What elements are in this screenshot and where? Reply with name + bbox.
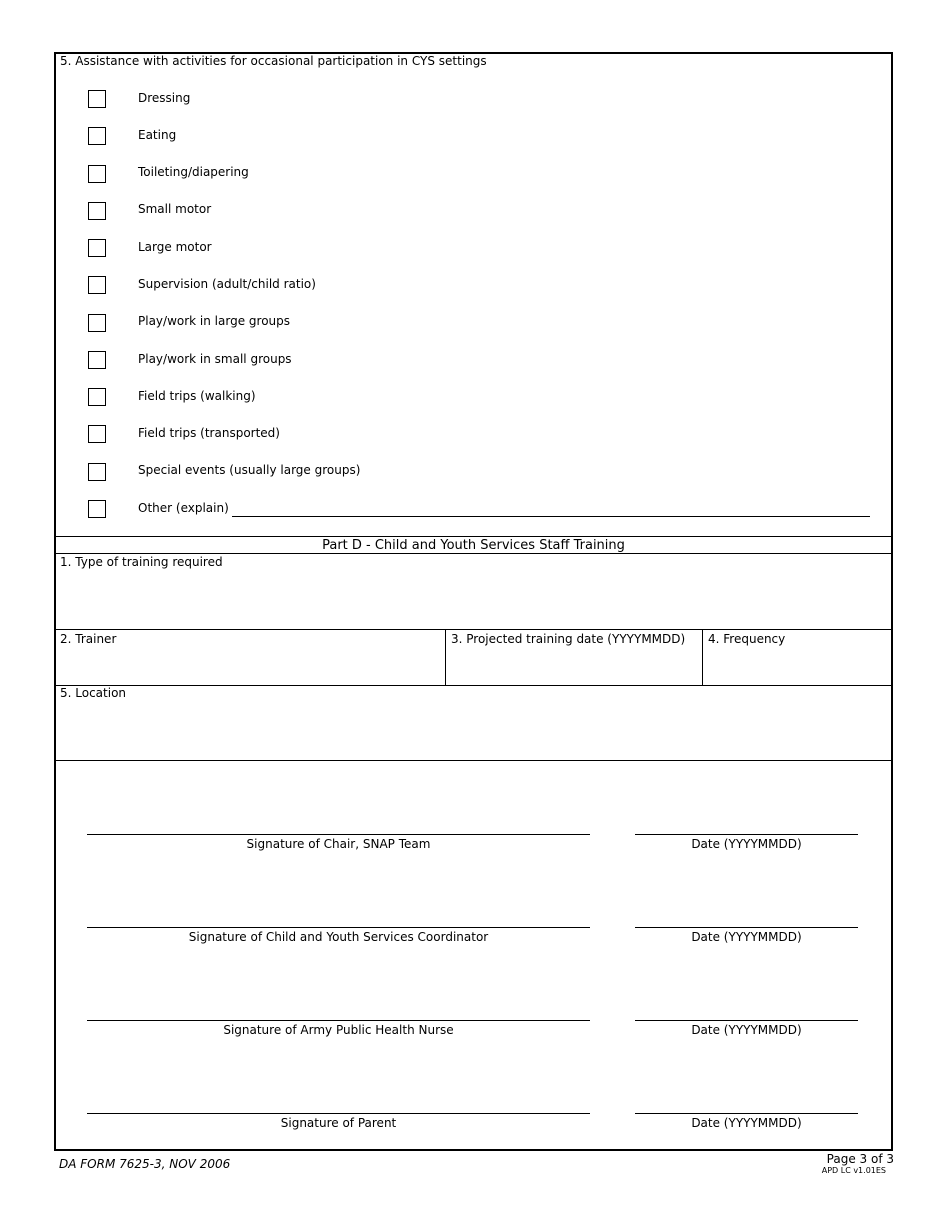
field-trips-walking-checkbox[interactable]	[88, 388, 106, 406]
date-line[interactable]	[635, 1020, 858, 1021]
date-label: Date (YYYYMMDD)	[691, 1023, 802, 1037]
date-line[interactable]	[635, 927, 858, 928]
divider-line	[56, 553, 891, 554]
large-motor-label: Large motor	[138, 240, 212, 254]
field-trips-walking-label: Field trips (walking)	[138, 389, 256, 403]
date-line[interactable]	[635, 834, 858, 835]
toileting-label: Toileting/diapering	[138, 165, 249, 179]
signature-line[interactable]	[87, 1113, 590, 1114]
supervision-checkbox[interactable]	[88, 276, 106, 294]
supervision-label: Supervision (adult/child ratio)	[138, 277, 316, 291]
signature-parent-label: Signature of Parent	[280, 1116, 397, 1130]
projected-date-field[interactable]	[446, 648, 702, 684]
other-label: Other (explain)	[138, 501, 229, 515]
form-id: DA FORM 7625-3, NOV 2006	[59, 1157, 231, 1171]
frequency-field[interactable]	[703, 648, 890, 684]
divider-line	[56, 760, 891, 761]
small-groups-label: Play/work in small groups	[138, 352, 292, 366]
date-label: Date (YYYYMMDD)	[691, 1116, 802, 1130]
large-groups-label: Play/work in large groups	[138, 314, 291, 328]
large-motor-checkbox[interactable]	[88, 239, 106, 257]
divider-line	[56, 536, 891, 537]
field-trips-transported-checkbox[interactable]	[88, 425, 106, 443]
dressing-checkbox[interactable]	[88, 90, 106, 108]
part-d-title: Part D - Child and Youth Services Staff Training	[322, 538, 625, 553]
date-line[interactable]	[635, 1113, 858, 1114]
signature-chair-label: Signature of Chair, SNAP Team	[246, 837, 431, 851]
signature-nurse-label: Signature of Army Public Health Nurse	[223, 1023, 454, 1037]
section-5-heading: 5. Assistance with activities for occasional participation in CYS settings	[60, 54, 487, 68]
divider-line	[56, 685, 891, 686]
eating-checkbox[interactable]	[88, 127, 106, 145]
signature-line[interactable]	[87, 834, 590, 835]
type-of-training-label: 1. Type of training required	[60, 555, 223, 569]
signature-coordinator-label: Signature of Child and Youth Services Coordinator	[188, 930, 489, 944]
other-explain-line[interactable]	[232, 516, 870, 517]
eating-label: Eating	[138, 128, 177, 142]
trainer-field[interactable]	[56, 648, 445, 684]
location-field[interactable]	[56, 702, 891, 759]
projected-date-label: 3. Projected training date (YYYYMMDD)	[451, 632, 686, 646]
special-events-label: Special events (usually large groups)	[138, 463, 361, 477]
type-of-training-field[interactable]	[56, 570, 891, 628]
large-groups-checkbox[interactable]	[88, 314, 106, 332]
form-version: APD LC v1.01ES	[821, 1166, 886, 1175]
toileting-checkbox[interactable]	[88, 165, 106, 183]
signature-line[interactable]	[87, 1020, 590, 1021]
date-label: Date (YYYYMMDD)	[691, 930, 802, 944]
divider-line	[56, 629, 891, 630]
frequency-label: 4. Frequency	[708, 632, 786, 646]
other-checkbox[interactable]	[88, 500, 106, 518]
dressing-label: Dressing	[138, 91, 191, 105]
trainer-label: 2. Trainer	[60, 632, 117, 646]
location-label: 5. Location	[60, 686, 127, 700]
page-number: Page 3 of 3	[826, 1152, 894, 1166]
field-trips-transported-label: Field trips (transported)	[138, 426, 280, 440]
date-label: Date (YYYYMMDD)	[691, 837, 802, 851]
special-events-checkbox[interactable]	[88, 463, 106, 481]
signature-line[interactable]	[87, 927, 590, 928]
small-groups-checkbox[interactable]	[88, 351, 106, 369]
small-motor-label: Small motor	[138, 202, 212, 216]
small-motor-checkbox[interactable]	[88, 202, 106, 220]
